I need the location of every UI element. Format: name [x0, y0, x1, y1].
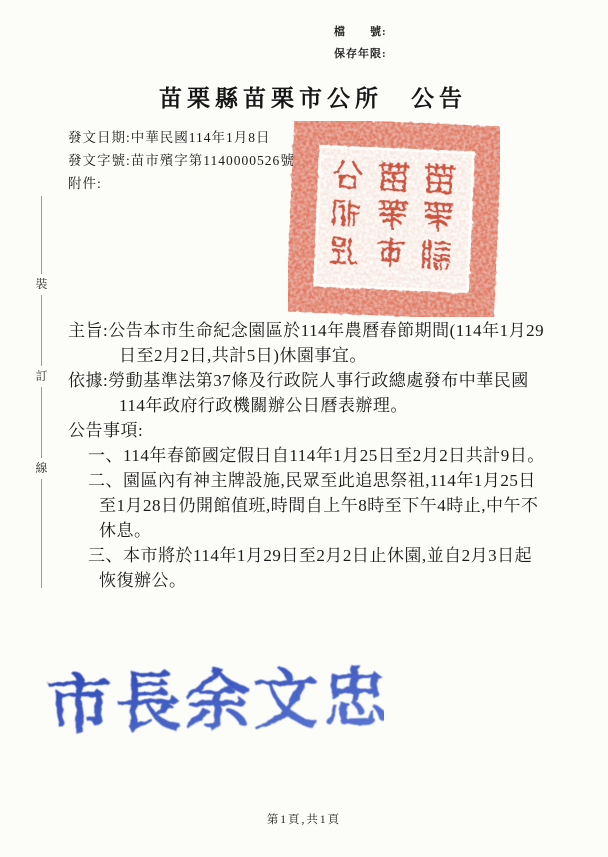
list-item — [88, 543, 549, 593]
mayor-signature-graphic — [44, 638, 384, 756]
file-number-label: 檔 號: — [334, 26, 387, 38]
archive-header — [334, 21, 387, 65]
retention-period-label: 保存年限: — [334, 48, 387, 60]
attachment-label: 附件: — [68, 176, 102, 191]
list-item — [88, 468, 549, 543]
item-text: 園區內有神主牌設施,民眾至此追思祭祖,114年1月25日至1月28日仍開館值班,時間自上午8時至下午4時止,中午不休息。 — [99, 471, 539, 540]
binding-char: 線 — [34, 458, 49, 479]
items-list — [88, 443, 549, 593]
document-meta — [68, 126, 295, 195]
binding-char: 裝 — [34, 274, 49, 295]
doc-number-value: 苗市殯字第1140000526號 — [130, 153, 295, 168]
binding-line — [35, 196, 48, 588]
mayor-signature-text: 市長余文忠 — [45, 661, 384, 743]
subject-text: 公告本市生命紀念園區於114年農曆春節期間(114年1月29日至2月2日,共計5日)休園事宜。 — [108, 321, 545, 365]
mayor-signature-stamp — [44, 638, 384, 756]
item-text: 本市將於114年1月29日至2月2日止休園,並自2月3日起恢復辦公。 — [99, 546, 533, 590]
official-seal — [288, 121, 500, 317]
official-seal-graphic — [288, 121, 500, 317]
issue-date-line — [68, 126, 295, 149]
item-number: 三、 — [88, 546, 123, 565]
doc-number-line — [68, 149, 295, 172]
item-number: 二、 — [88, 471, 123, 490]
item-number: 一、 — [88, 446, 123, 465]
attachment-line — [68, 172, 295, 195]
basis-label: 依據: — [68, 371, 109, 390]
binding-char: 訂 — [34, 366, 49, 387]
basis-paragraph — [68, 368, 549, 418]
doc-number-label: 發文字號: — [68, 153, 131, 168]
issue-date-value: 中華民國114年1月8日 — [130, 130, 271, 145]
announcement-body — [68, 318, 549, 593]
page-number-footer: 第1頁,共1頁 — [266, 814, 342, 826]
basis-text: 勞動基準法第37條及行政院人事行政總處發布中華民國114年政府行政機關辦公日曆表辦理。 — [108, 371, 529, 415]
list-item — [88, 443, 549, 468]
item-text: 114年春節國定假日自114年1月25日至2月2日共計9日。 — [123, 446, 545, 465]
page-title: 苗栗縣苗栗市公所 公告 — [159, 86, 467, 111]
subject-paragraph — [68, 318, 549, 368]
subject-label: 主旨: — [68, 321, 109, 340]
issue-date-label: 發文日期: — [68, 130, 131, 145]
items-header: 公告事項: — [68, 421, 144, 440]
